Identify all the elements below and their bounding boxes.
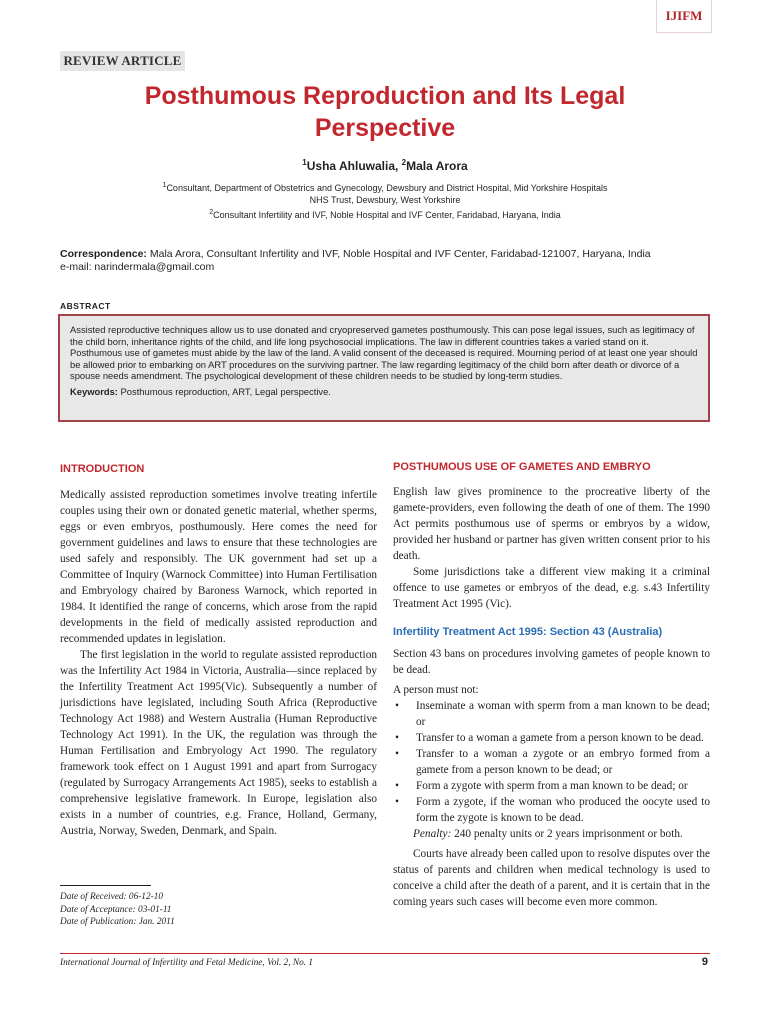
- prohibitions-list: [393, 698, 710, 826]
- correspondence-label: Correspondence:: [60, 248, 147, 260]
- title-line-1: Posthumous Reproduction and Its Legal: [144, 82, 626, 110]
- penalty-label: Penalty:: [413, 828, 452, 840]
- keywords-text: Posthumous reproduction, ART, Legal perspective.: [117, 385, 331, 397]
- abstract-text: Assisted reproductive techniques allow us to use donated and cryopreserved gametes posthumously. This can pose legal issues, such as legitimacy of the child born, inheritance rights of the child, and life long psychosocial implications. The law in different countries takes a varied stand on it. Posthumous use of gametes must abide by the law of the land. A valid consent of the deceased is required. Mourning period of at least one year should be allowed prior to embarking on ART procedures on the surviving partner. The law regarding legitimacy of the child born after death or divorce of a spouse needs amendment. The psychological development of these children needs to be studied by long-term studies.: [70, 324, 698, 382]
- posthumous-paragraph-1: English law gives prominence to the procreative liberty of the gamete-providers, even following the death of one of them. The 1990 Act permits posthumous use of sperms or embryos by a widow, provided her husband or partner has given written consent prior to his death.: [393, 486, 710, 562]
- date-accepted: Date of Acceptance: 03-01-11: [60, 904, 172, 915]
- footer-journal: International Journal of Infertility and Fetal Medicine, Vol. 2, No. 1: [60, 958, 314, 968]
- intro-paragraph-2: The first legislation in the world to regulate assisted reproduction was the Infertility Act 1984 in Victoria, Australia—since replaced by the Infertility Treatment Act 1995(Vic). Subsequently a number of jurisdictions have legislated, including South Africa (Reproductive Technology Act 1988) and Western Australia (Human Reproductive Technology Act 1991). In the UK, the regulation was through the Human Fertilisation and Embryology Act 1990. The regulatory framework took effect on 1 August 1991 and apart from Surrogacy (regulated by Surrogacy Arrangements Act 1985), seeks to establish a comprehensive legislative framework. In Europe, legislation also exists in a number of countries, e.g. France, Holland, Germany, Austria, Norway, Sweden, Denmark, and Spain.: [60, 649, 377, 837]
- title-line-2: Perspective: [314, 114, 456, 142]
- right-column-body-2: [393, 646, 710, 910]
- list-item: • Form a zygote, if the woman who produced the oocyte used to form the zygote is known to be dead.: [393, 794, 710, 826]
- article-type-label: REVIEW ARTICLE: [60, 51, 185, 71]
- abstract-heading: ABSTRACT: [60, 301, 111, 311]
- keywords-label: Keywords:: [70, 385, 118, 397]
- posthumous-paragraph-2: Some jurisdictions take a different view making it a criminal offence to use gametes or embryos of the dead, e.g. s.43 Infertility Treatment Act 1995 (Vic).: [393, 566, 710, 610]
- correspondence: [60, 248, 720, 274]
- left-column-body: [60, 487, 377, 839]
- posthumous-use-heading: POSTHUMOUS USE OF GAMETES AND EMBRYO: [393, 461, 651, 473]
- introduction-heading: INTRODUCTION: [60, 463, 145, 475]
- footer-divider: [60, 953, 710, 954]
- section-43-heading: Infertility Treatment Act 1995: Section 43 (Australia): [393, 626, 663, 638]
- list-item: • Transfer to a woman a zygote or an embryo formed from a gamete from a person known to be dead; or: [393, 746, 710, 778]
- date-published: Date of Publication: Jan. 2011: [60, 917, 175, 927]
- dates-divider: [60, 885, 151, 886]
- penalty: [393, 826, 710, 842]
- journal-tag: IJIFM: [656, 0, 712, 33]
- affiliation-1-line-2: NHS Trust, Dewsbury, West Yorkshire: [309, 195, 461, 205]
- keywords: [70, 386, 698, 398]
- affiliation-1: [60, 180, 710, 206]
- author-2: Mala Arora: [406, 159, 468, 173]
- author-1-sup: 1: [302, 158, 307, 167]
- affiliation-1-line-1: Consultant, Department of Obstetrics and Gynecology, Dewsbury and District Hospital, Mid Yorkshire Hospitals: [166, 183, 608, 193]
- right-column-body-1: [393, 484, 710, 612]
- affiliation-2-sup: 2: [209, 209, 214, 216]
- affiliation-2: [60, 207, 710, 221]
- abstract-box: [58, 314, 710, 422]
- person-must-not: A person must not:: [393, 684, 479, 696]
- date-received: Date of Received: 06-12-10: [60, 892, 163, 902]
- list-item: • Transfer to a woman a gamete from a person known to be dead.: [393, 730, 710, 746]
- list-item: • Inseminate a woman with sperm from a man known to be dead; or: [393, 698, 710, 730]
- authors: [60, 158, 710, 173]
- list-item: • Form a zygote with sperm from a man known to be dead; or: [393, 778, 710, 794]
- penalty-text: 240 penalty units or 2 years imprisonment or both.: [451, 828, 683, 840]
- article-title: [60, 80, 710, 144]
- page-number: 9: [701, 956, 708, 968]
- author-1: Usha Ahluwalia,: [306, 159, 402, 173]
- courts-paragraph: Courts have already been called upon to resolve disputes over the status of parents and children when medical technology is used to conceive a child after the death of a parent, and it is certain that in the coming years such cases will become even more common.: [393, 848, 710, 908]
- intro-paragraph-1: Medically assisted reproduction sometimes involve treating infertile couples using their own or donated genetic material, whether sperms, eggs or even embryos, posthumously. Here comes the need for government guidelines and laws to ensure that these technologies are used safely and responsibly. The UK government had set up a Committee of Inquiry (Warnock Committee) into Human Fertilisation and Embryology chaired by Baroness Warnock, which reported in 1984. It identified the range of concerns, which arose from the rapid developments in the field of medically assisted reproduction and recommended updates in legislation.: [60, 489, 377, 645]
- affiliation-2-text: Consultant Infertility and IVF, Noble Hospital and IVF Center, Faridabad, Haryana, India: [213, 210, 561, 220]
- author-2-sup: 2: [401, 158, 407, 167]
- correspondence-text: Mala Arora, Consultant Infertility and IVF, Noble Hospital and IVF Center, Faridabad-121007, Haryana, India: [146, 248, 651, 260]
- section-43-paragraph: Section 43 bans on procedures involving gametes of people known to be dead.: [393, 648, 710, 676]
- affiliation-1-sup: 1: [162, 182, 167, 189]
- publication-dates: [60, 891, 175, 929]
- correspondence-email[interactable]: e-mail: narindermala@gmail.com: [60, 261, 215, 273]
